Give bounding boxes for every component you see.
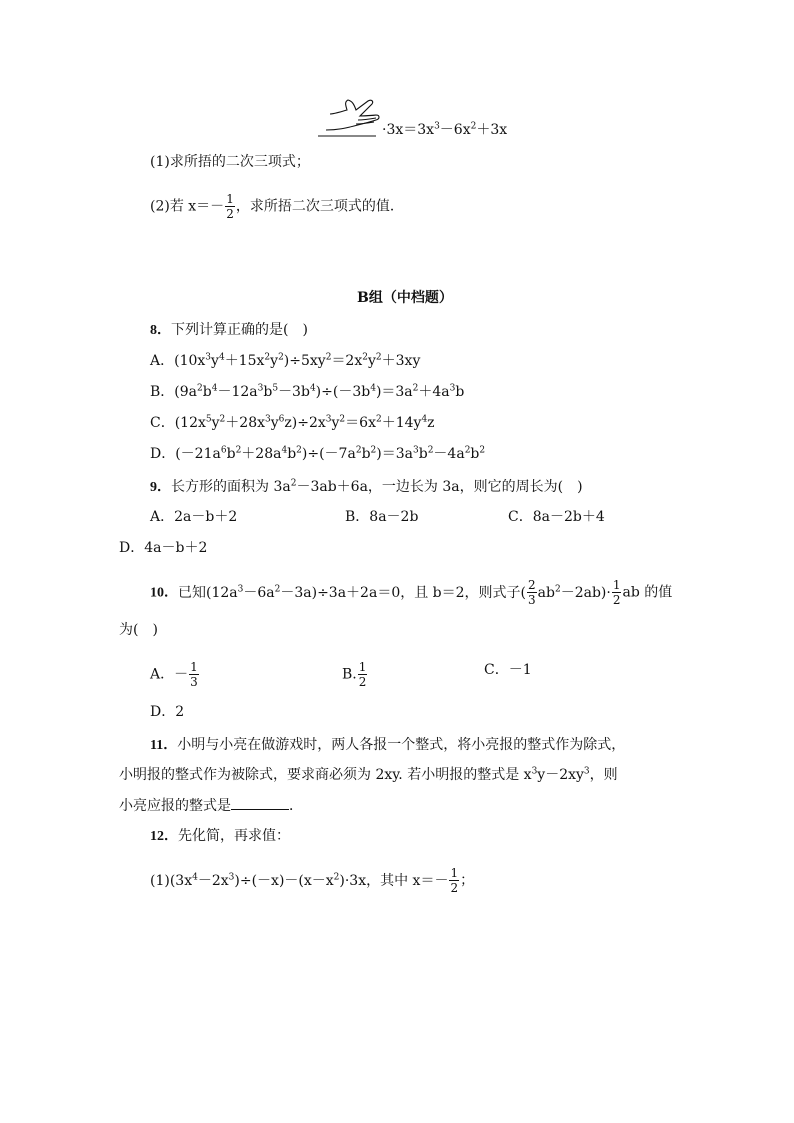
question-9-option-d: D．4a－b＋2 bbox=[119, 540, 208, 556]
fraction: $\frac{1}{2}$ bbox=[450, 866, 459, 895]
question-10-option-b: B. $\frac{1}{2}$ bbox=[342, 660, 367, 689]
question-8-option-d: D．$(-21a^6b^2+28a^4b^2)\div(-7a^2b^2)=3a^3b^2-4a^2b^2$ bbox=[150, 445, 486, 462]
section-title: B组（中档题） bbox=[357, 290, 453, 306]
fraction: $\frac{1}{2}$ bbox=[612, 578, 621, 607]
question-8-option-c: C．$(12x^5y^2+28x^3y^6z)\div 2x^3y^2=6x^2+14y^4z$ bbox=[150, 414, 435, 431]
question-8-option-a: A．$(10x^3y^4+15x^2y^2)\div 5xy^2=2x^2y^2+3xy$ bbox=[150, 352, 421, 369]
question-9-option-c: C．8a－2b＋4 bbox=[508, 509, 605, 525]
question-10-stem: 10．已知$(12a^3-6a^2-3a)\div 3a+2a=0$，且 b＝2，则式子( $\frac{2}{3}$ $ab^2-2ab)\cdot$ $\frac{1}{2}$ ab 的值 bbox=[150, 578, 673, 607]
fraction: $\frac{2}{3}$ bbox=[528, 578, 536, 607]
hand-icon bbox=[316, 96, 384, 140]
question-9-stem: 9．长方形的面积为 $3a^2-3ab+6a$，一边长为 3a，则它的周长为( ) bbox=[150, 478, 583, 495]
fraction: $\frac{1}{2}$ bbox=[358, 660, 367, 689]
question-10-option-a: A．－ $\frac{1}{3}$ bbox=[150, 660, 198, 689]
question-9-option-b: B．8a－2b bbox=[345, 509, 419, 525]
question-11-line-1: 11．小明与小亮在做游戏时，两人各报一个整式，将小亮报的整式作为除式， bbox=[150, 737, 626, 753]
question-10-stem-line-2: 为( ) bbox=[119, 622, 158, 638]
fraction: $\frac{1}{2}$ bbox=[226, 192, 234, 221]
question-part-2: (2)若 x＝－ $\frac{1}{2}$ ，求所捂二次三项式的值． bbox=[150, 192, 404, 221]
question-10-option-c: C．－1 bbox=[484, 662, 532, 678]
question-12-part-1: $(1)(3x^4-2x^3)\div(-x)-(x-x^2)\cdot 3x$，其中 x＝－ $\frac{1}{2}$ ； bbox=[150, 866, 475, 895]
question-part-1: (1)求所捂的二次三项式； bbox=[150, 154, 310, 170]
question-10-option-d: D．2 bbox=[150, 704, 185, 720]
fraction: $\frac{1}{3}$ bbox=[190, 660, 198, 689]
question-11-line-3: 小亮应报的整式是 ． bbox=[119, 795, 303, 816]
covered-equation: $\cdot 3x=3x^3-6x^2+3x$ bbox=[382, 121, 508, 138]
question-11-line-2: 小明报的整式作为被除式，要求商必须为 2xy. 若小明报的整式是 $x^3y-2xy^3$，则 bbox=[119, 766, 618, 783]
question-12-stem: 12．先化简，再求值： bbox=[150, 828, 290, 844]
question-9-option-a: A．2a－b＋2 bbox=[150, 509, 238, 525]
question-8-stem: 8．下列计算正确的是( ) bbox=[150, 322, 308, 338]
answer-blank[interactable] bbox=[231, 795, 289, 810]
question-8-option-b: B．$(9a^2b^4-12a^3b^5-3b^4)\div(-3b^4)=3a^2+4a^3b$ bbox=[150, 383, 465, 400]
